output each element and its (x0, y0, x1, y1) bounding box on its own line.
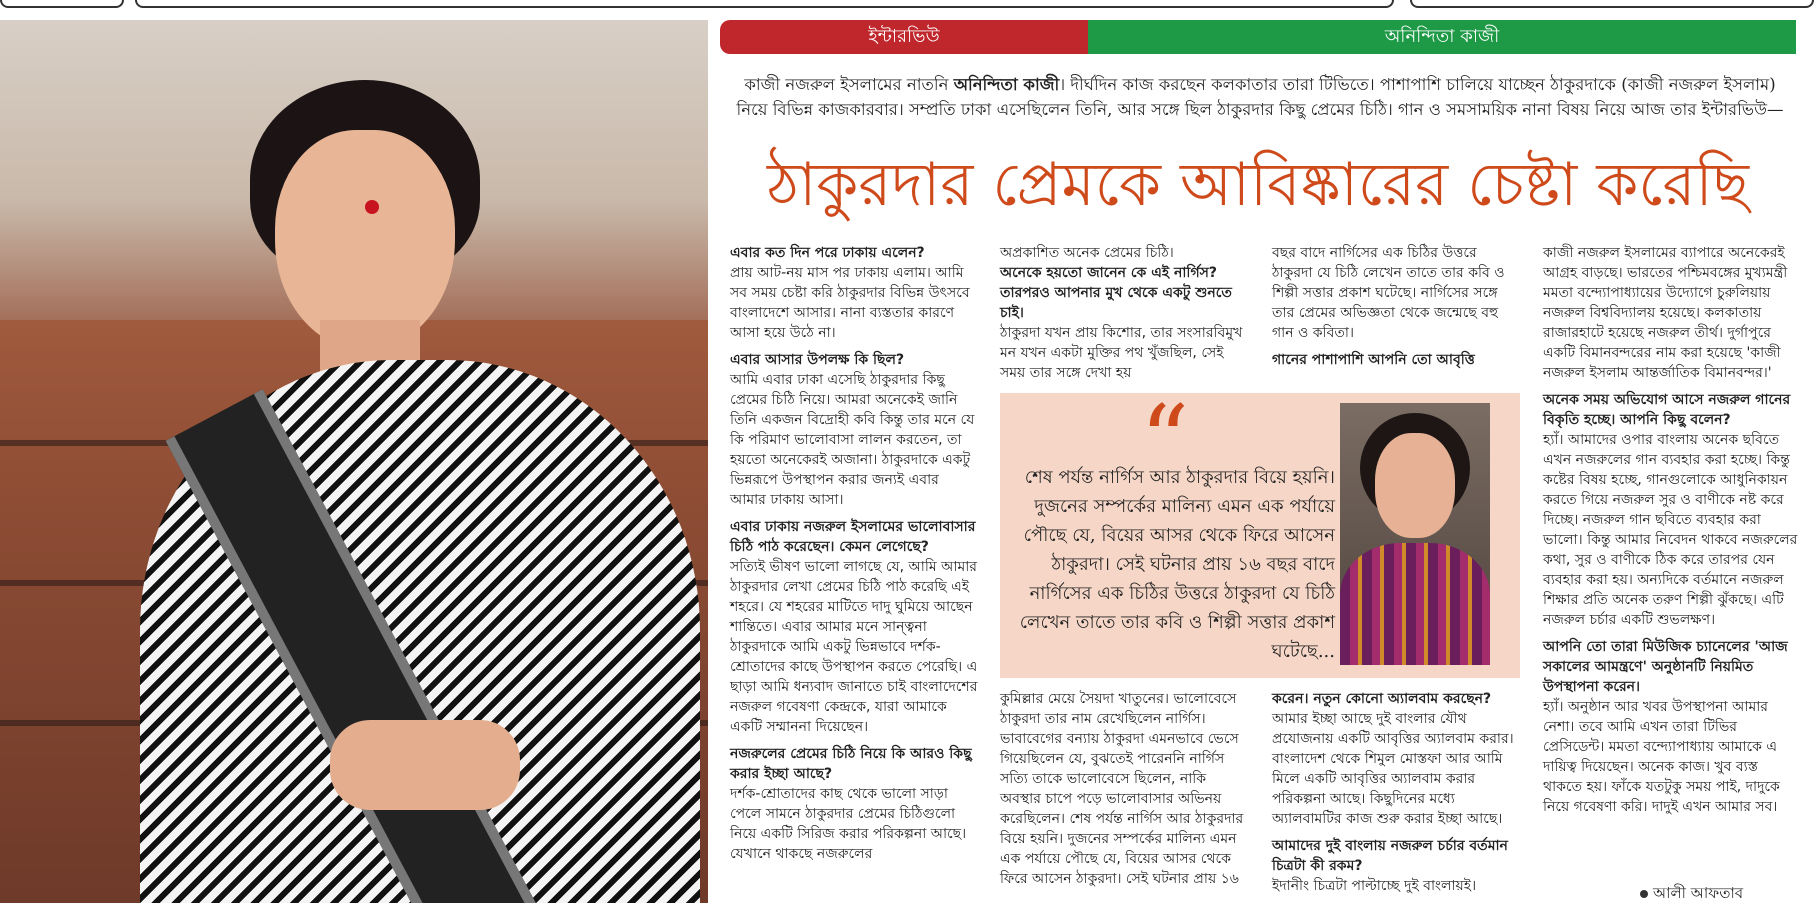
quote-mark: “ (1140, 385, 1190, 497)
byline-author: আলী আফতাব (1653, 884, 1744, 902)
question: করেন। নতুন কোনো অ্যালবাম করছেন? (1272, 691, 1492, 707)
column-4 (1543, 243, 1798, 824)
top-border-strip (0, 0, 1818, 16)
answer: দর্শক-শ্রোতাদের কাছ থেকে ভালো সাড়া পেলে সামনে ঠাকুরদার প্রেমের চিঠিগুলো নিয়ে একটি সিরিজ করার পরিকল্পনা আছে। যেখানে থাকছে নজরুলের (730, 786, 967, 862)
column-2-bottom (1000, 689, 1248, 896)
answer: ঠাকুরদা যখন প্রায় কিশোর, তার সংসারবিমুখ মন যখন একটা মুক্তির পথ খুঁজছিল, সেই সময় তার সঙ্গে দেখা হয় (1000, 325, 1243, 381)
photo-hands (330, 720, 520, 810)
top-border-left (0, 0, 124, 8)
byline-bullet-icon (1640, 890, 1648, 898)
photo-face (275, 130, 455, 350)
portrait-photo (0, 20, 708, 903)
intro-after: । দীর্ঘদিন কাজ করছেন কলকাতার তারা টিভিতে। পাশাপাশি চালিয়ে যাচ্ছেন ঠাকুরদাকে (কাজী নজরুল ইসলাম) নিয়ে বিভিন্ন কাজকারবার। সম্প্রতি ঢাকা এসেছিলেন তিনি, আর সঙ্গে ছিল ঠাকুরদার কিছু প্রেমের চিঠি। গান ও সমসাময়িক নানা বিষয় নিয়ে আজ তার ইন্টারভিউ— (736, 75, 1784, 119)
answer: বছর বাদে নার্গিসের এক চিঠির উত্তরে ঠাকুরদা যে চিঠি লেখেন তাতে তার কবি ও শিল্পী সত্তার প্রকাশ ঘটেছে। নার্গিসের সঙ্গে তার প্রেমের অভিজ্ঞতা থেকে জন্মেছে বহু গান ও কবিতা। (1272, 245, 1505, 341)
intro-name: অনিন্দিতা কাজী (953, 75, 1060, 94)
pull-quote-box (1000, 385, 1520, 678)
answer: আমার ইচ্ছা আছে দুই বাংলার যৌথ প্রযোজনায় একটি আবৃত্তির অ্যালবাম করার। বাংলাদেশ থেকে শিমুল মোস্তফা আর আমি মিলে একটি আবৃত্তির অ্যালবাম করার পরিকল্পনা আছে। কিছুদিনের মধ্যে অ্যালবামটির কাজ শুরু করার ইচ্ছা আছে। (1272, 711, 1514, 827)
answer: আমি এবার ঢাকা এসেছি ঠাকুরদার কিছু প্রেমের চিঠি নিয়ে। আমরা অনেকেই জানি তিনি একজন বিদ্রোহী কবি কিন্তু তার মনে যে কি পরিমাণ ভালোবাসা লালন করতেন, তা হয়তো অনেকেরই অজানা। ঠাকুরদাকে একটু ভিন্নরূপে উপস্থাপন করার জন্যই এবার আমার ঢাকায় আসা। (730, 372, 975, 508)
answer: অপ্রকাশিত অনেক প্রেমের চিঠি। (1000, 245, 1174, 261)
photo-bindi (365, 200, 379, 214)
question: নজরুলের প্রেমের চিঠি নিয়ে কি আরও কিছু করার ইচ্ছা আছে? (730, 746, 972, 782)
answer: সত্যিই ভীষণ ভালো লাগছে যে, আমি আমার ঠাকুরদার লেখা প্রেমের চিঠি পাঠ করেছি এই শহরে। যে শহরের মাটিতে দাদু ঘুমিয়ে আছেন শান্তিতে। এবার আমার মনে সান্ত্বনা ঠাকুরদাকে আমি একটু ভিন্নভাবে দর্শক-শ্রোতাদের কাছে উপস্থাপন করতে পেরেছি। এ ছাড়া আমি ধন্যবাদ জানাতে চাই বাংলাদেশের নজরুল গবেষণা কেন্দ্রকে, যারা আমাকে একটি সম্মাননা দিয়েছেন। (730, 559, 978, 735)
question: অনেক সময় অভিযোগ আসে নজরুল গানের বিকৃতি হচ্ছে। আপনি কিছু বলেন? (1543, 392, 1791, 428)
byline (1640, 882, 1743, 907)
answer: কুমিল্লার মেয়ে সৈয়দা খাতুনের। ভালোবেসে ঠাকুরদা তার নাম রেখেছিলেন নার্গিস। ভাবাবেগের বন্যায় ঠাকুরদা এমনভাবে ভেসে গিয়েছিলেন যে, বুঝতেই পারেননি নার্গিস সত্যি তাকে ভালোবেসে ছিলেন, নাকি অবস্থার চাপে পড়ে ভালোবাসার অভিনয় করেছিলেন। শেষ পর্যন্ত নার্গিস আর ঠাকুরদার বিয়ে হয়নি। দুজনের সম্পর্কের মালিন্য এমন এক পর্যায়ে পৌছে যে, বিয়ের আসর থেকে ফিরে আসেন ঠাকুরদা। সেই ঘটনার প্রায় ১৬ (1000, 691, 1244, 887)
question: এবার কত দিন পরে ঢাকায় এলেন? (730, 245, 925, 261)
answer: কাজী নজরুল ইসলামের ব্যাপারে অনেকেরই আগ্রহ বাড়ছে। ভারতের পশ্চিমবঙ্গের মুখ্যমন্ত্রী মমতা বন্দ্যোপাধ্যায়ের উদ্যোগে চুরুলিয়ায় নজরুল বিশ্ববিদ্যালয় হয়েছে। কলকাতায় রাজারহাটে হয়েছে নজরুল তীর্থ। দুর্গাপুরে একটি বিমানবন্দরের নাম করা হয়েছে 'কাজী নজরুল ইসলাম আন্তর্জাতিক বিমানবন্দর।' (1543, 245, 1788, 381)
column-3-top (1272, 243, 1520, 377)
answer: প্রায় আট-নয় মাস পর ঢাকায় এলাম। আমি সব সময় চেষ্টা করি ঠাকুরদার বিভিন্ন উৎসবে বাংলাদেশে আসার। নানা ব্যস্ততার কারণে আসা হয়ে উঠে না। (730, 265, 970, 341)
intro-paragraph (730, 72, 1790, 122)
question: এবার আসার উপলক্ষ কি ছিল? (730, 352, 905, 368)
top-border-right (1410, 0, 1814, 8)
question: আপনি তো তারা মিউজিক চ্যানেলের 'আজ সকালের আমন্ত্রণে' অনুষ্ঠানটি নিয়মিত উপস্থাপনা করেন। (1543, 639, 1788, 695)
person-label: অনিন্দিতা কাজী (1088, 20, 1796, 54)
inset-photo (1340, 403, 1490, 665)
question: অনেকে হয়তো জানেন কে এই নার্গিস? তারপরও আপনার মুখ থেকে একটু শুনতে চাই। (1000, 265, 1232, 321)
headline: ঠাকুরদার প্রেমকে আবিষ্কারের চেষ্টা করেছি (766, 150, 1750, 220)
column-2-top (1000, 243, 1248, 390)
answer: হ্যাঁ। অনুষ্ঠান আর খবর উপস্থাপনা আমার নেশা। তবে আমি এখন তারা টিভির প্রেসিডেন্ট। মমতা বন্দ্যোপাধ্যায় আমাকে এ দায়িত্ব দিয়েছেন। অনেক কাজ। খুব ব্যস্ত থাকতে হয়। ফাঁকে যতটুকু সময় পাই, দাদুকে নিয়ে গবেষণা করি। দাদুই এখন আমার সব। (1543, 699, 1780, 815)
question: গানের পাশাপাশি আপনি তো আবৃত্তি (1272, 352, 1475, 368)
answer: হ্যাঁ। আমাদের ওপার বাংলায় অনেক ছবিতে এখন নজরুলের গান ব্যবহার করা হচ্ছে। কিন্তু কষ্টের বিষয় হচ্ছে, গানগুলোকে আধুনিকায়ন করতে গিয়ে নজরুল সুর ও বাণীকে নষ্ট করে দিচ্ছে। নজরুল গান ছবিতে ব্যবহার করা ভালো। কিন্তু আমার নিবেদন থাকবে নজরুলের কথা, সুর ও বাণীকে ঠিক করে তারপর যেন ব্যবহার করা হয়। অন্যদিকে বর্তমানে নজরুল শিক্ষার প্রতি অনেক তরুণ শিল্পী ঝুঁকছে। এটি নজরুল চর্চার একটি শুভলক্ষণ। (1543, 432, 1798, 628)
answer: ইদানীং চিত্রটা পাল্টাচ্ছে দুই বাংলায়ই। (1272, 878, 1477, 894)
top-border-center (135, 0, 1394, 8)
section-label: ইন্টারভিউ (720, 20, 1088, 54)
pull-quote-text: শেষ পর্যন্ত নার্গিস আর ঠাকুরদার বিয়ে হয়নি। দুজনের সম্পর্কের মালিন্য এমন এক পর্যায়ে পৌছে যে, বিয়ের আসর থেকে ফিরে আসেন ঠাকুরদা। সেই ঘটনার প্রায় ১৬ বছর বাদে নার্গিসের এক চিঠির উত্তরে ঠাকুরদা যে চিঠি লেখেন তাতে তার কবি ও শিল্পী সত্তার প্রকাশ ঘটেছে... (1019, 467, 1335, 662)
column-1 (730, 243, 978, 871)
inset-face (1375, 433, 1455, 538)
column-3-bottom (1272, 689, 1520, 903)
inset-saree (1340, 543, 1490, 665)
intro-before: কাজী নজরুল ইসলামের নাতনি (744, 75, 954, 94)
question: এবার ঢাকায় নজরুল ইসলামের ভালোবাসার চিঠি পাঠ করেছেন। কেমন লেগেছে? (730, 519, 976, 555)
question: আমাদের দুই বাংলায় নজরুল চর্চার বর্তমান চিত্রটা কী রকম? (1272, 838, 1508, 874)
